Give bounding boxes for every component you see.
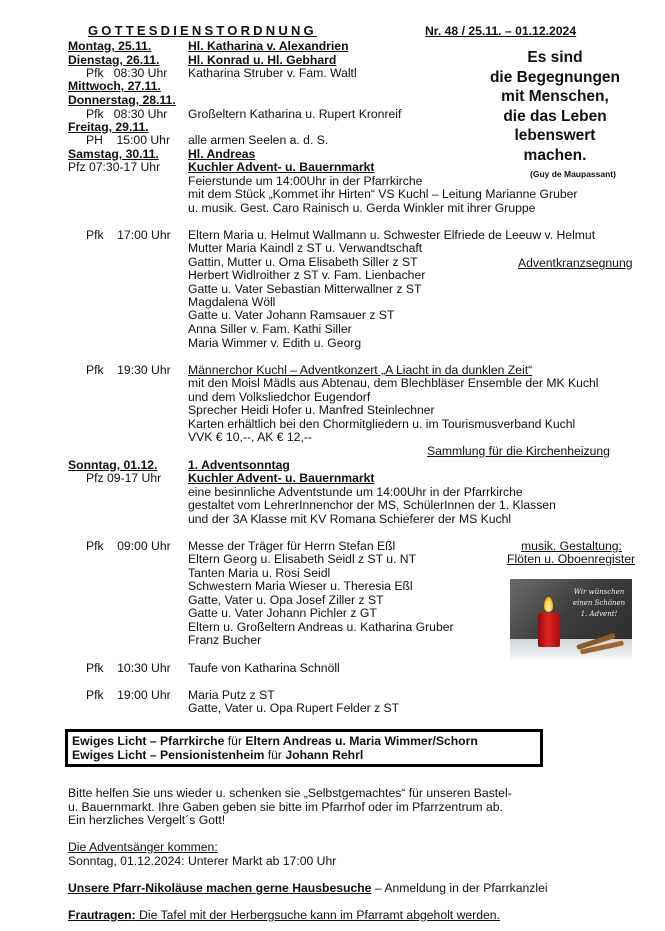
quote [465,48,645,165]
eternal-light-who: Eltern Andreas u. Maria Wimmer/Schorn [245,734,478,748]
intention: Schwestern Maria Wieser u. Theresia Eßl [188,579,413,593]
service-time: Pfk 08:30 Uhr [86,66,168,80]
eternal-light-label: Ewiges Licht – Pensionistenheim [72,748,265,762]
event-line: VVK € 10,--, AK € 12,-- [188,430,312,444]
intention: Gatte, Vater u. Opa Rupert Felder z ST [188,701,400,715]
event-title: Kuchler Advent- u. Bauernmarkt [188,160,375,174]
intention: Anna Siller v. Fam. Kathi Siller [188,322,352,336]
quote-author: (Guy de Maupassant) [530,169,616,179]
appeal-line: u. Bauernmarkt. Ihre Gaben geben sie bitte im Pfarrhof oder im Pfarrzentrum ab. [68,800,503,814]
quote-line: Es sind [527,49,583,66]
appeal-line: Ein herzliches Vergelt´s Gott! [68,813,226,827]
service-time: Pfk 19:30 Uhr [86,363,171,377]
event-line: mit den Moisl Mädls aus Abtenau, dem Blechbläser Ensemble der MK Kuchl [188,376,599,390]
intention: Eltern Georg u. Elisabeth Seidl z ST u. NT [188,552,417,566]
day-heading: Dienstag, 26.11. [68,53,160,67]
carolers-title: Die Adventsänger kommen: [68,840,218,854]
service-time: PH 15:00 Uhr [86,133,170,147]
service-time: Pfz 09-17 Uhr [86,471,162,485]
frautragen-label: Frautragen: [68,908,136,922]
event-title: Kuchler Advent- u. Bauernmarkt [188,471,375,485]
day-heading: Mittwoch, 27.11. [68,79,161,93]
intention: Magdalena Wöll [188,295,276,309]
event-line: und der 3A Klasse mit KV Romana Schieferer der MS Kuchl [188,512,512,526]
frautragen-note [68,909,500,921]
event-line: Karten erhältlich bei den Chormitgliedern u. im Tourismusverband Kuchl [188,417,576,431]
eternal-light-line [72,749,363,761]
feast-name: Hl. Konrad u. Hl. Gebhard [188,53,337,67]
issue-number: Nr. 48 / 25.11. – 01.12.2024 [425,24,577,38]
event-title: Männerchor Kuchl – Adventkonzert „A Liacht in da dunklen Zeit“ [188,363,533,377]
service-time: Pfk 19:00 Uhr [86,688,171,702]
side-note-advent-wreath: Adventkranzsegnung [518,256,633,270]
intention: Gatte, Vater u. Opa Josef Ziller z ST [188,593,384,607]
side-note-collection: Sammlung für die Kirchenheizung [427,444,610,458]
side-note-music-detail: Flöten u. Oboenregister [507,552,636,566]
intention: Eltern Maria u. Helmut Wallmann u. Schwester Elfriede de Leeuw v. Helmut [188,228,596,242]
advent-candle-photo [510,579,632,659]
intention: alle armen Seelen a. d. S. [188,133,329,147]
frautragen-text: Die Tafel mit der Herbergsuche kann im Pfarramt abgeholt werden. [135,908,500,922]
feast-name: Hl. Andreas [188,147,256,161]
event-line: Sprecher Heidi Hofer u. Manfred Steinlechner [188,403,435,417]
service-time: Pfk 08:30 Uhr [86,107,168,121]
intention: Großeltern Katharina u. Rupert Kronreif [188,107,402,121]
service-time: Pfk 10:30 Uhr [86,661,171,675]
appeal-line: Bitte helfen Sie uns wieder u. schenken sie „Selbstgemachtes“ für unseren Bastel- [68,786,512,800]
carolers-detail: Sonntag, 01.12.2024: Unterer Markt ab 17:00 Uhr [68,854,337,868]
service-time: Pfk 09:00 Uhr [86,539,171,553]
event-line: Feierstunde um 14:00Uhr in der Pfarrkirche [188,174,423,188]
intention: Herbert Widlroither z ST v. Fam. Lienbacher [188,268,426,282]
nikolaus-note [68,882,548,894]
intention: Eltern u. Großeltern Andreas u. Katharina Gruber [188,620,454,634]
intention: Gatte u. Vater Johann Ramsauer z ST [188,308,395,322]
nikolaus-bold: Unsere Pfarr-Nikoläuse machen gerne Hausbesuche [68,881,372,895]
quote-line: die Begegnungen [489,68,621,86]
eternal-light-label: Ewiges Licht – Pfarrkirche [72,734,225,748]
quote-line: die das Leben [503,107,607,125]
eternal-light-line [72,735,478,747]
service-time: Pfz 07:30-17 Uhr [68,160,161,174]
intention: Taufe von Katharina Schnöll [188,661,340,675]
photo-greeting: Wir wünschen einen Schönen 1. Advent! [572,588,626,618]
intention: Mutter Maria Kaindl z ST u. Verwandtschaft [188,241,423,255]
red-candle-icon [538,613,560,647]
feast-name: 1. Adventsonntag [188,458,290,472]
intention: Gatte u. Vater Johann Pichler z GT [188,606,377,620]
intention: Maria Wimmer v. Edith u. Georg [188,336,362,350]
day-heading: Montag, 25.11. [68,39,152,53]
flame-icon [544,597,553,612]
intention: Gattin, Mutter u. Oma Elisabeth Siller z ST [188,255,418,269]
event-line: gestaltet vom LehrerInnenchor der MS, SchülerInnen der 1. Klassen [188,498,556,512]
nikolaus-rest: – Anmeldung in der Pfarrkanzlei [371,881,548,895]
intention: Maria Putz z ST [188,688,275,702]
event-line: mit dem Stück „Kommet ihr Hirten“ VS Kuchl – Leitung Marianne Gruber [188,187,578,201]
day-heading: Samstag, 30.11. [68,147,159,161]
quote-line: mit Menschen, [501,88,609,105]
event-line: eine besinnliche Adventstunde um 14:00Uhr in der Pfarrkirche [188,485,523,499]
page-title: GOTTESDIENSTORDNUNG [88,23,317,38]
feast-name: Hl. Katharina v. Alexandrien [188,39,349,53]
day-heading: Donnerstag, 28.11. [68,93,176,107]
intention: Tanten Maria u. Rosi Seidl [188,566,331,580]
eternal-light-for: für [264,748,286,762]
intention: Franz Bucher [188,633,262,647]
quote-line: machen. [523,146,587,164]
eternal-light-who: Johann Rehrl [285,748,364,762]
service-time: Pfk 17:00 Uhr [86,228,171,242]
intention: Gatte u. Vater Sebastian Mitterwallner z ST [188,282,422,296]
intention: Katharina Struber v. Fam. Waltl [188,66,357,80]
event-line: und dem Volksliedchor Eugendorf [188,390,371,404]
day-heading: Sonntag, 01.12. [68,458,158,472]
intention: Messe der Träger für Herrn Stefan Eßl [188,539,396,553]
event-line: u. musik. Gest. Caro Rainisch u. Gerda Winkler mit ihrer Gruppe [188,201,536,215]
eternal-light-for: für [224,734,246,748]
day-heading: Freitag, 29.11. [68,120,149,134]
side-note-music-title: musik. Gestaltung: [521,539,622,553]
quote-line: lebenswert [514,127,596,144]
